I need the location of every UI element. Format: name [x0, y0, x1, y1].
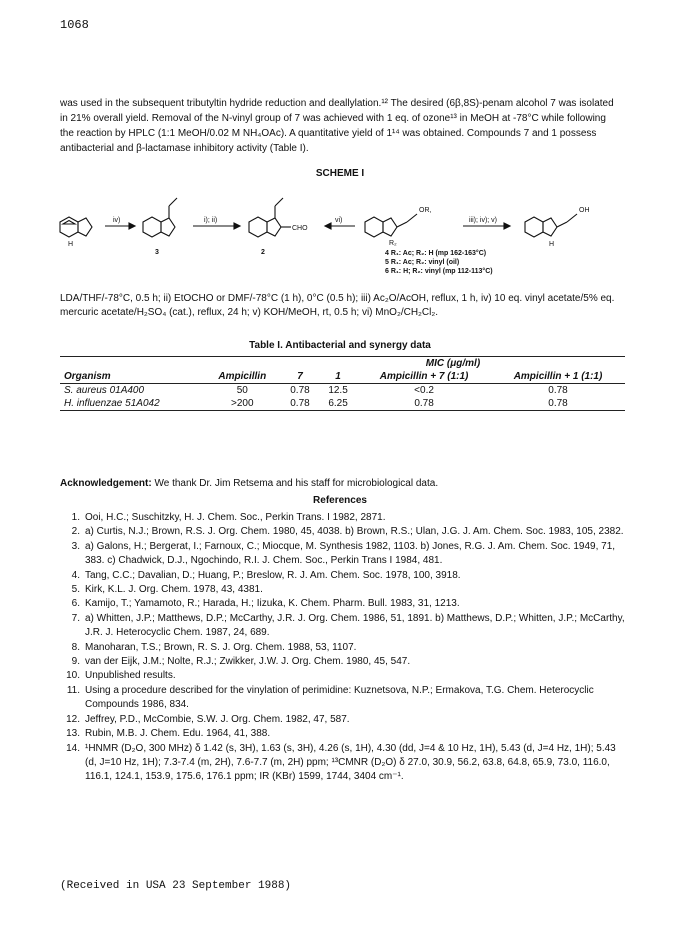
table-row [60, 397, 625, 411]
table-title: Table I. Antibacterial and synergy data [249, 340, 431, 351]
col-amp-1: Ampicillin + 1 (1:1) [513, 371, 603, 382]
col-7: 7 [297, 371, 303, 382]
label-oh: OH [579, 207, 590, 214]
reference-number: 1. [71, 512, 80, 523]
reference-number: 3. [71, 540, 80, 552]
acknowledgement-label: Acknowledgement: [60, 478, 152, 489]
reference-text: van der Eijk, J.M.; Nolte, R.J.; Zwikker, J.W. J. Org. Chem. 1980, 45, 547. [85, 656, 411, 668]
mic-table [60, 356, 625, 411]
reference-number: 12. [66, 713, 80, 725]
cell-7: 0.78 [290, 385, 310, 396]
legend-compound-4: 4 R₁: Ac; R₂: H (mp 162-163°C) [385, 250, 487, 257]
cell-organism: H. influenzae 51A042 [64, 398, 160, 409]
label-cho: CHO [292, 225, 308, 232]
reference-item [60, 641, 630, 655]
cell-ampicillin: >200 [231, 398, 254, 409]
reference-item [60, 569, 630, 583]
cell-1: 12.5 [328, 385, 348, 396]
reference-text: Unpublished results. [85, 670, 176, 682]
col-organism: Organism [64, 371, 111, 382]
legend-compound-6: 6 R₁: H; R₂: vinyl (mp 112-113°C) [385, 268, 493, 275]
legend-compound-5: 5 R₁: Ac; R₂: vinyl (oil) [385, 259, 460, 266]
references-list [60, 511, 630, 785]
col-amp-7: Ampicillin + 7 (1:1) [379, 371, 469, 382]
structure-compounds-4-6 [365, 214, 417, 237]
reference-text: Using a procedure described for the vinylation of perimidine: Kuznetsova, N.P.; Ermakova, T.G. Chem. Heterocyclic Compounds 1986, 834. [85, 684, 594, 711]
reference-text: a) Curtis, N.J.; Brown, R.S. J. Org. Chem. 1980, 45, 4038. b) Brown, R.S.; Ulan, J.G. J. Am. Chem. Soc. 1983, 105, 2382. [85, 526, 624, 538]
reference-text: Manoharan, T.S.; Brown, R. S. J. Org. Chem. 1988, 53, 1107. [85, 641, 357, 653]
label-arrow-iii-iv-v: iii); iv); v) [469, 217, 497, 224]
intro-paragraph [60, 96, 620, 156]
reference-item [60, 597, 630, 611]
reference-item [60, 713, 630, 727]
reference-item [60, 684, 630, 713]
reference-number: 14. [66, 742, 80, 754]
intro-text: was used in the subsequent tributyltin hydride reduction and deallylation.¹² The desired (6β,8S)-penam alcohol 7 was isolated in 21% overall yield. Removal of the N-vinyl group of 7 was achieved with 1 eq. of ozone¹³ in MeOH at -78°C while following the reaction by HPLC (1:1 MeOH/0.02 M NH₄OAc). A quantitative yield of 1¹⁴ was obtained. Compounds 7 and 1 possess antibacterial and β-lactamase inhibitory activity (Table I). [60, 98, 614, 154]
reference-text: Jeffrey, P.D., McCombie, S.W. J. Org. Chem. 1982, 47, 587. [85, 713, 350, 725]
reference-number: 5. [71, 584, 80, 596]
scheme-title: SCHEME I [315, 168, 365, 179]
col-ampicillin: Ampicillin [218, 371, 267, 382]
reference-number: 6. [71, 598, 80, 610]
acknowledgement-text: We thank Dr. Jim Retsema and his staff for microbiological data. [154, 478, 439, 489]
label-or1: OR, [419, 207, 432, 214]
reference-text: Ooi, H.C.; Suschitzky, H. J. Chem. Soc., Perkin Trans. I 1982, 2871. [85, 512, 386, 523]
reference-text: a) Galons, H.; Bergerat, I.; Farnoux, C.; Miocque, M. Synthesis 1982, 1103. b) Jones, R.G. J. Am. Chem. Soc. 1949, 71, 383. c) Chadwick, D.J., Ngochindo, R.I. J. Chem. Soc., Perkin Trans I 1984, 481. [85, 540, 616, 567]
references-title: References [313, 495, 367, 506]
reference-number: 10. [66, 670, 80, 682]
reference-number: 2. [71, 526, 80, 538]
reference-number: 4. [71, 569, 80, 581]
reference-number: 9. [71, 656, 80, 668]
structure-benzimidazole-nh [60, 217, 92, 237]
label-h-left: H [68, 241, 74, 248]
reference-item [60, 540, 630, 569]
page-number: 1068 [60, 18, 89, 32]
cell-organism: S. aureus 01A400 [64, 385, 145, 396]
structure-alcohol-nh [525, 214, 577, 237]
acknowledgement [60, 478, 625, 489]
reference-item [60, 525, 630, 539]
reference-number: 8. [71, 641, 80, 653]
cell-amp-1: 0.78 [548, 385, 568, 396]
reference-number: 7. [71, 612, 80, 624]
structure-compound-3 [143, 198, 177, 237]
label-h-right: H [549, 241, 555, 248]
reference-item [60, 583, 630, 597]
label-compound-3: 3 [155, 249, 159, 256]
reference-item [60, 742, 630, 785]
structure-compound-2 [249, 198, 291, 237]
reference-item [60, 669, 630, 683]
cell-7: 0.78 [290, 398, 310, 409]
label-arrow-iv: iv) [113, 217, 121, 224]
reference-text: Kirk, K.L. J. Org. Chem. 1978, 43, 4381. [85, 584, 263, 596]
label-arrow-vi: vi) [335, 217, 343, 224]
reference-item [60, 511, 630, 525]
cell-amp-1: 0.78 [548, 398, 568, 409]
received-date: (Received in USA 23 September 1988) [60, 880, 292, 892]
reference-number: 13. [66, 728, 80, 740]
col-1: 1 [335, 371, 341, 382]
reference-text: a) Whitten, J.P.; Matthews, D.P.; McCarthy, J.R. J. Org. Chem. 1986, 51, 1891. b) Matthews, D.P.; Whitten, J.P.; McCarthy, J.R. J. Heterocyclic Chem. 1987, 24, 689. [85, 612, 625, 639]
table-row [60, 384, 625, 397]
reaction-scheme [55, 182, 630, 292]
reference-item [60, 612, 630, 641]
cell-ampicillin: 50 [236, 385, 248, 396]
reference-text: Tang, C.C.; Davalian, D.; Huang, P.; Breslow, R. J. Am. Chem. Soc. 1978, 100, 3918. [85, 569, 461, 581]
reference-text: ¹HNMR (D₂O, 300 MHz) δ 1.42 (s, 3H), 1.63 (s, 3H), 4.26 (s, 1H), 4.30 (dd, J=4 & 10 Hz, 1H), 5.43 (d, J=4 Hz, 1H); 5.43 (d, J=10 Hz, 1H); 7.3-7.4 (m, 2H), 7.6-7.7 (m, 2H) ppm; ¹³CMNR (D₂O) δ 27.0, 30.9, 56.2, 63.8, 64.8, 65.9, 73.0, 116.0, 116.1, 124.1, 153.9, 175.6, 176.1 ppm; IR (KBr) 1599, 1744, 3404 cm⁻¹. [85, 742, 616, 783]
label-r2: R₂ [389, 240, 397, 247]
scheme-conditions: LDA/THF/-78°C, 0.5 h; ii) EtOCHO or DMF/-78°C (1 h), 0°C (0.5 h); iii) Ac₂O/AcOH, reflux, 1 h, iv) 10 eq. vinyl acetate/5% eq. mercuric acetate/H₂SO₄ (cat.), reflux, 24 h; v) KOH/MeOH, rt, 0.5 h; vi) MnO₂/CH₂Cl₂. [60, 293, 615, 318]
reference-text: Kamijo, T.; Yamamoto, R.; Harada, H.; Iizuka, K. Chem. Pharm. Bull. 1983, 31, 1213. [85, 598, 460, 610]
mic-group-header: MIC (μg/ml) [425, 358, 481, 369]
cell-amp-7: <0.2 [414, 385, 434, 396]
cell-1: 6.25 [328, 398, 348, 409]
reference-number: 11. [66, 684, 80, 696]
reference-item [60, 727, 630, 741]
label-arrow-i-ii: i); ii) [204, 217, 218, 224]
label-compound-2: 2 [261, 249, 265, 256]
reference-item [60, 655, 630, 669]
reference-text: Rubin, M.B. J. Chem. Edu. 1964, 41, 388. [85, 728, 271, 740]
cell-amp-7: 0.78 [414, 398, 434, 409]
